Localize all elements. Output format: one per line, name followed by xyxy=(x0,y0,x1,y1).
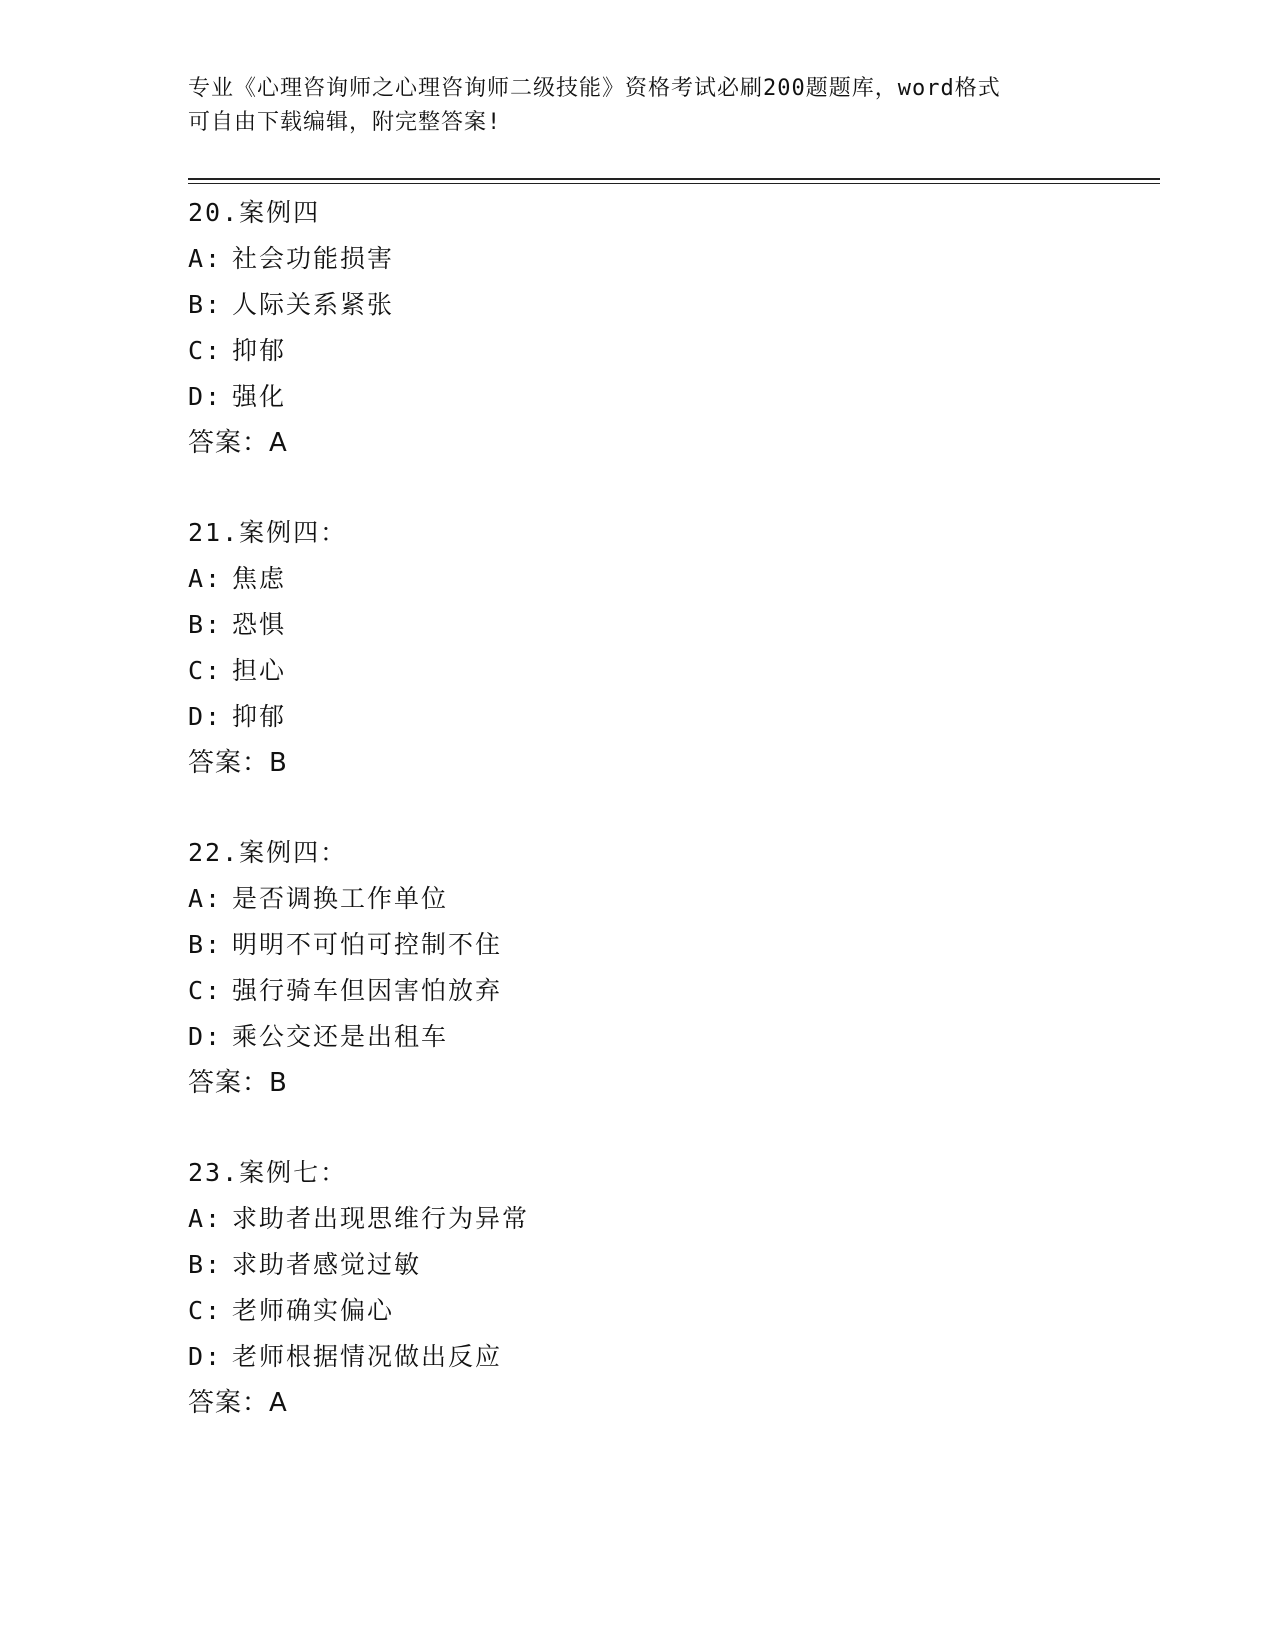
option-c xyxy=(188,648,1088,694)
answer-line: 答案：A xyxy=(188,1388,288,1418)
question-title: 23.案例七： xyxy=(188,1158,348,1187)
option-c xyxy=(188,968,1088,1014)
option-d xyxy=(188,374,1088,420)
option-a xyxy=(188,876,1088,922)
option-b xyxy=(188,602,1088,648)
option-a xyxy=(188,1196,1088,1242)
option-letter: D: xyxy=(188,382,223,411)
option-text: 人际关系紧张 xyxy=(232,290,395,319)
option-b xyxy=(188,282,1088,328)
option-letter: B: xyxy=(188,610,223,639)
option-letter: C: xyxy=(188,656,223,685)
question-20 xyxy=(188,190,1088,466)
question-21 xyxy=(188,510,1088,786)
question-23 xyxy=(188,1150,1088,1426)
option-text: 明明不可怕可控制不住 xyxy=(232,930,503,959)
question-22 xyxy=(188,830,1088,1106)
option-text: 焦虑 xyxy=(232,564,287,593)
option-a xyxy=(188,236,1088,282)
option-text: 老师根据情况做出反应 xyxy=(232,1342,503,1371)
answer-line: 答案：A xyxy=(188,428,288,458)
option-letter: B: xyxy=(188,930,223,959)
option-b xyxy=(188,922,1088,968)
option-letter: B: xyxy=(188,290,223,319)
option-a xyxy=(188,556,1088,602)
header-line-2: 可自由下载编辑，附完整答案! xyxy=(188,110,502,135)
option-text: 抑郁 xyxy=(232,702,287,731)
option-d xyxy=(188,694,1088,740)
option-letter: C: xyxy=(188,976,223,1005)
divider-line-thin xyxy=(188,183,1160,184)
option-letter: B: xyxy=(188,1250,223,1279)
option-text: 抑郁 xyxy=(232,336,287,365)
document-header xyxy=(188,72,1088,140)
option-d xyxy=(188,1334,1088,1380)
divider-line-thick xyxy=(188,178,1160,180)
option-text: 社会功能损害 xyxy=(232,244,395,273)
option-letter: A: xyxy=(188,564,223,593)
option-text: 求助者出现思维行为异常 xyxy=(232,1204,530,1233)
option-letter: D: xyxy=(188,1342,223,1371)
option-c xyxy=(188,1288,1088,1334)
option-letter: A: xyxy=(188,884,223,913)
option-letter: D: xyxy=(188,702,223,731)
option-text: 乘公交还是出租车 xyxy=(232,1022,449,1051)
question-title: 20.案例四 xyxy=(188,198,321,227)
option-text: 强行骑车但因害怕放弃 xyxy=(232,976,503,1005)
option-letter: A: xyxy=(188,1204,223,1233)
option-text: 担心 xyxy=(232,656,287,685)
option-letter: D: xyxy=(188,1022,223,1051)
option-text: 老师确实偏心 xyxy=(232,1296,395,1325)
option-text: 强化 xyxy=(232,382,287,411)
option-b xyxy=(188,1242,1088,1288)
question-title: 22.案例四： xyxy=(188,838,348,867)
option-text: 恐惧 xyxy=(232,610,287,639)
option-text: 是否调换工作单位 xyxy=(232,884,449,913)
option-text: 求助者感觉过敏 xyxy=(232,1250,422,1279)
option-letter: C: xyxy=(188,336,223,365)
answer-line: 答案：B xyxy=(188,748,288,778)
option-d xyxy=(188,1014,1088,1060)
option-c xyxy=(188,328,1088,374)
header-divider xyxy=(188,178,1160,184)
question-list xyxy=(188,190,1088,1470)
option-letter: C: xyxy=(188,1296,223,1325)
header-line-1: 专业《心理咨询师之心理咨询师二级技能》资格考试必刷200题题库，word格式 xyxy=(188,76,1001,101)
option-letter: A: xyxy=(188,244,223,273)
question-title: 21.案例四： xyxy=(188,518,348,547)
answer-line: 答案：B xyxy=(188,1068,288,1098)
